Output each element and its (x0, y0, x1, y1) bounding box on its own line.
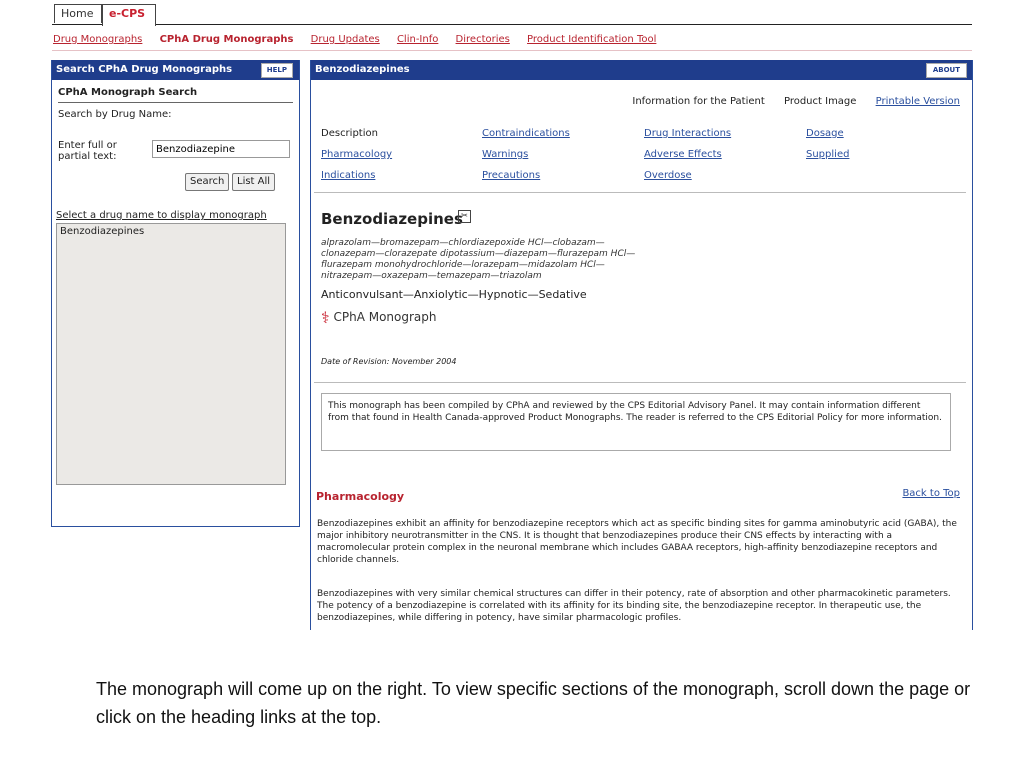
drug-names-list: alprazolam—bromazepam—chlordiazepoxide HCl—clobazam—clonazepam—clorazepate dipotassium—diazepam—flurazepam HCl—flurazepam monohydrochloride—lorazepam—midazolam HCl—nitrazepam—oxazepam—temazepam—triazolam (321, 238, 636, 281)
nav-cpha-drug-monographs[interactable]: CPhA Drug Monographs (159, 34, 294, 45)
divider (52, 50, 972, 51)
section-link-contraindications[interactable]: Contraindications (482, 128, 570, 139)
monograph-header-title: Benzodiazepines (315, 64, 410, 75)
image-icon[interactable]: ✂ (458, 210, 471, 223)
nav-directories[interactable]: Directories (455, 34, 510, 45)
pharmacology-paragraph: Benzodiazepines with very similar chemical structures can differ in their potency, rate of absorption and other pharmacokinetic parameters. The potency of a benzodiazepine is correlated with its affinity for its binding site, the benzodiazepine receptor. In therapeutic use, the benzodiazepines, while differing in potency, have similar pharmacologic profiles. (317, 589, 951, 623)
enter-text-label: Enter full or partial text: (58, 140, 117, 162)
search-by-label: Search by Drug Name: (58, 109, 172, 120)
page-title: Benzodiazepines (321, 210, 463, 228)
product-image-link[interactable]: Product Image (783, 96, 857, 107)
search-button[interactable]: Search (185, 173, 229, 191)
search-panel-header (52, 60, 299, 80)
about-button[interactable]: ABOUT (926, 63, 967, 78)
disclaimer-box: This monograph has been compiled by CPhA and reviewed by the CPS Editorial Advisory Panel. It may contain information different from that found in Health Canada-approved Product Monographs. The reader is referred to the CPS Editorial Policy for more information. (321, 393, 951, 451)
info-links (616, 96, 960, 107)
section-link-precautions[interactable]: Precautions (482, 170, 541, 181)
drug-classification: Anticonvulsant—Anxiolytic—Hypnotic—Sedative (321, 288, 587, 301)
back-to-top-link[interactable]: Back to Top (902, 488, 960, 499)
tab-home[interactable]: Home (54, 4, 102, 23)
section-description: Description (321, 128, 378, 139)
list-all-button[interactable]: List All (232, 173, 275, 191)
search-input[interactable] (152, 140, 290, 158)
pharmacology-heading: Pharmacology (316, 490, 405, 503)
nav-drug-updates[interactable]: Drug Updates (310, 34, 380, 45)
list-item[interactable]: Benzodiazepines (60, 226, 145, 237)
divider (314, 382, 966, 383)
section-link-indications[interactable]: Indications (321, 170, 376, 181)
divider (314, 192, 966, 193)
section-link-overdose[interactable]: Overdose (644, 170, 692, 181)
monograph-search-heading: CPhA Monograph Search (58, 87, 293, 103)
section-link-drug-interactions[interactable]: Drug Interactions (644, 128, 732, 139)
section-link-pharmacology[interactable]: Pharmacology (321, 149, 393, 160)
search-panel-title: Search CPhA Drug Monographs (56, 64, 233, 75)
nav-clin-info[interactable]: Clin-Info (396, 34, 439, 45)
printable-version-link[interactable]: Printable Version (875, 96, 960, 107)
section-link-warnings[interactable]: Warnings (482, 149, 529, 160)
top-tab-bar (52, 4, 972, 25)
cpha-logo (321, 308, 437, 327)
slide-caption: The monograph will come up on the right. To view specific sections of the monograph, scroll down the page or click on the heading links at the top. (96, 679, 971, 727)
section-link-supplied[interactable]: Supplied (806, 149, 850, 160)
revision-date: Date of Revision: November 2004 (321, 357, 457, 366)
tab-ecps[interactable]: e-CPS (102, 4, 156, 26)
cpha-emblem-icon: ⚕ (321, 308, 330, 327)
info-for-patient-link[interactable]: Information for the Patient (632, 96, 765, 107)
sub-navigation (53, 34, 670, 45)
nav-drug-monographs[interactable]: Drug Monographs (53, 34, 143, 45)
section-link-adverse-effects[interactable]: Adverse Effects (644, 149, 722, 160)
monograph-panel (310, 60, 973, 630)
section-link-dosage[interactable]: Dosage (806, 128, 844, 139)
nav-product-identification-tool[interactable]: Product Identification Tool (527, 34, 657, 45)
search-panel (51, 60, 300, 527)
pharmacology-paragraph: Benzodiazepines exhibit an affinity for benzodiazepine receptors which act as specific binding sites for gamma aminobutyric acid (GABA), the major inhibitory neurotransmitter in the CNS. It is thought that benzodiazepines produce their CNS effects by interacting with a macromolecular protein complex in the neuronal membrane which includes GABAA receptors, high-affinity benzodiazepine receptors and chloride channels. (317, 519, 957, 565)
drug-listbox[interactable] (56, 223, 286, 485)
select-drug-label: Select a drug name to display monograph (56, 210, 267, 221)
cpha-logo-text: CPhA Monograph (333, 310, 437, 324)
help-button[interactable]: HELP (261, 63, 293, 78)
monograph-header (311, 60, 972, 80)
